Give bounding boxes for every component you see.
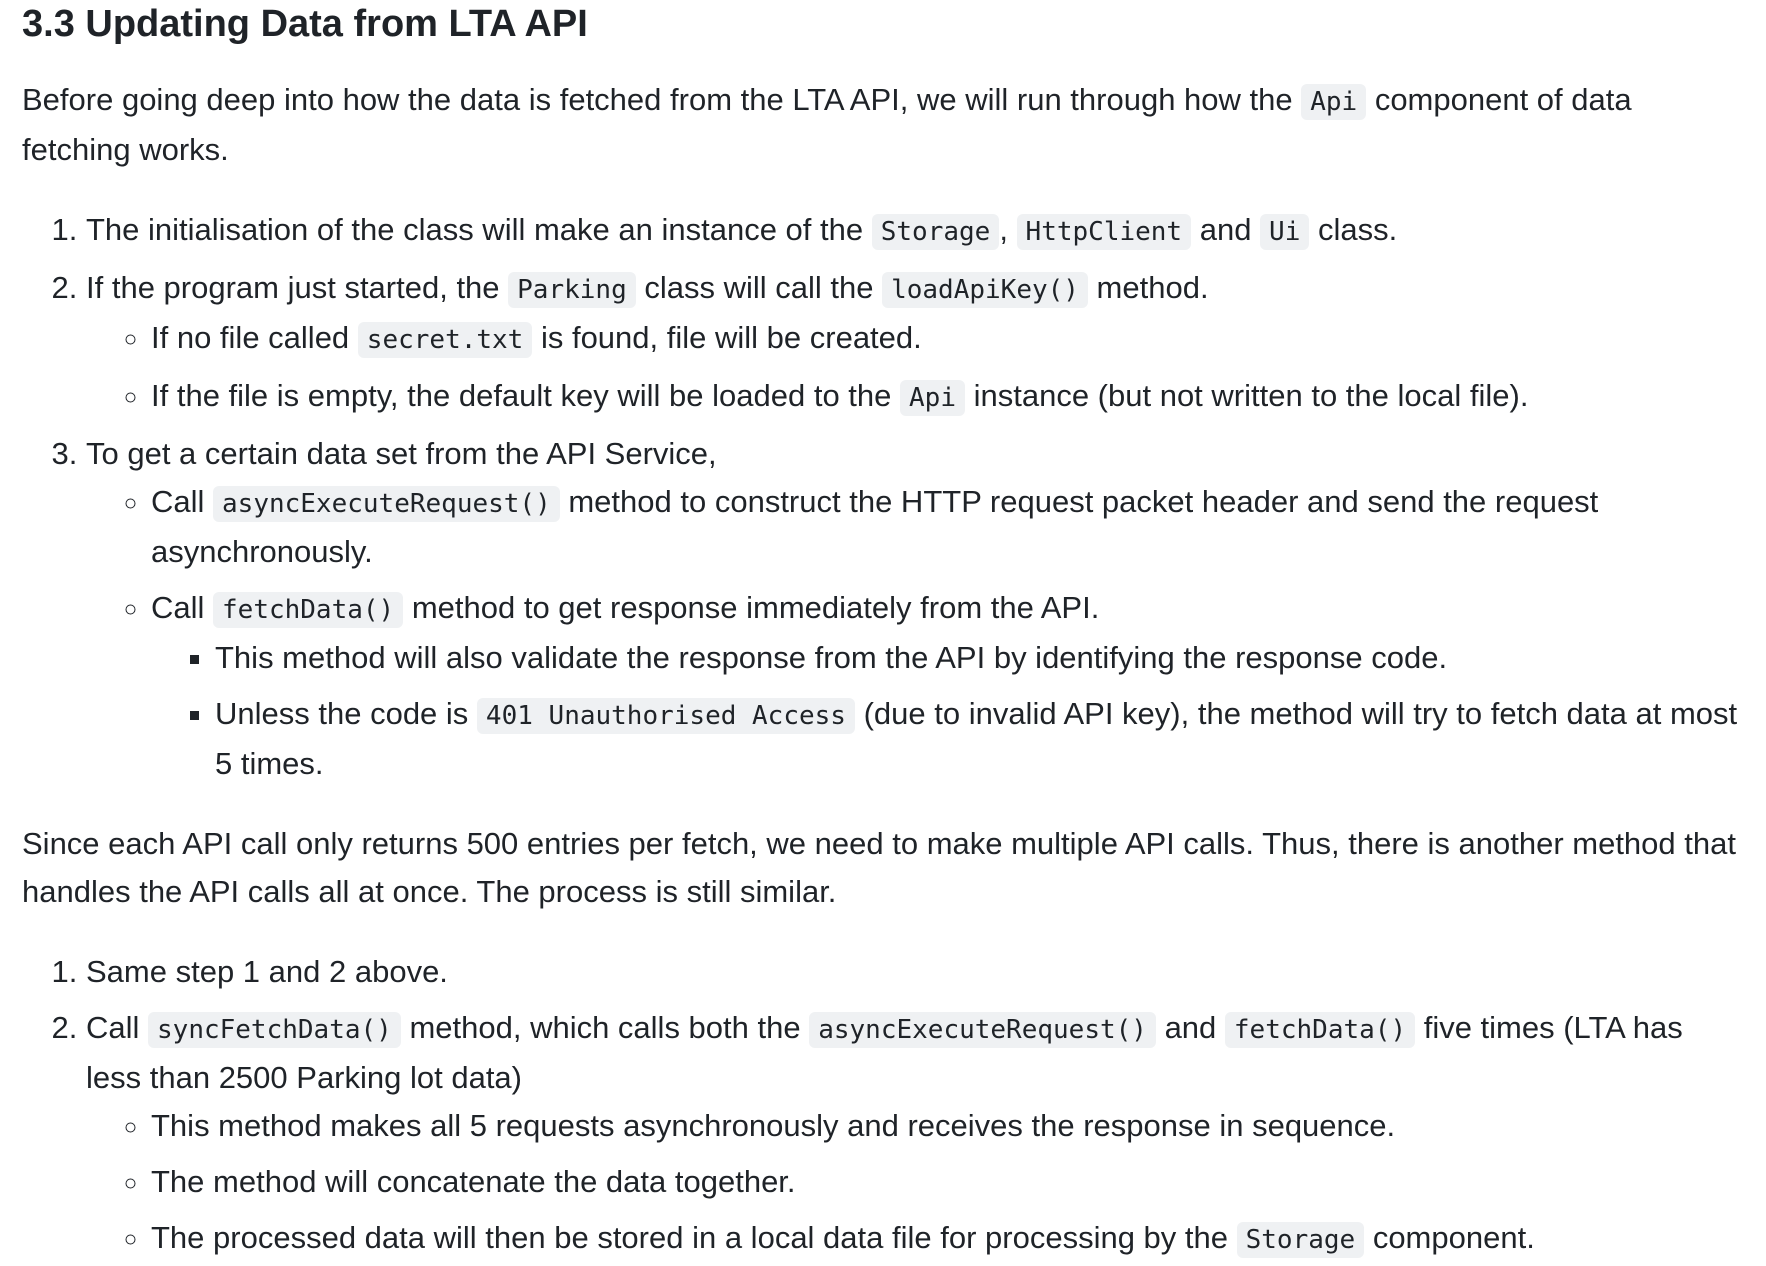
item-text: and (1191, 212, 1261, 247)
inline-code: secret.txt (358, 322, 533, 358)
item-text: Call (151, 484, 214, 519)
item-text: method to construct the HTTP request packet header and send the request asynchronously. (151, 484, 1599, 569)
item-text: If the program just started, the (86, 270, 509, 305)
item-text: method, which calls both the (400, 1010, 810, 1045)
inline-code: HttpClient (1017, 214, 1192, 250)
inline-code: fetchData() (213, 592, 403, 628)
item-text: , (999, 212, 1017, 247)
item-text: is found, file will be created. (532, 320, 922, 355)
inline-code: Api (1301, 84, 1366, 120)
item-text: five times (LTA has less than 2500 Parking lot data) (86, 1010, 1683, 1095)
item-text: Call (86, 1010, 149, 1045)
sub-list-item (151, 478, 1744, 576)
item-text: To get a certain data set from the API Service, (86, 436, 717, 471)
inline-code: syncFetchData() (148, 1012, 401, 1048)
steps-list (22, 206, 1744, 788)
inline-code: loadApiKey() (882, 272, 1088, 308)
middle-paragraph: Since each API call only returns 500 entries per fetch, we need to make multiple API calls. Thus, there is another method that handles the API calls all at once. The process is still similar. (22, 826, 1736, 909)
item-text: The initialisation of the class will make an instance of the (86, 212, 872, 247)
list-item (86, 1004, 1744, 1264)
nested-sub-list (151, 634, 1744, 788)
item-text: class. (1309, 212, 1398, 247)
inline-code: Ui (1260, 214, 1309, 250)
item-text: (due to invalid API key), the method will try to fetch data at most 5 times. (215, 696, 1738, 781)
inline-code: Parking (508, 272, 636, 308)
item-text: The processed data will then be stored in a local data file for processing by the (151, 1220, 1237, 1255)
intro-text: component of data fetching works. (22, 82, 1632, 167)
item-text: Call (151, 590, 214, 625)
sub-list (86, 1102, 1744, 1264)
list-item (86, 430, 1744, 788)
inline-code: Api (900, 380, 965, 416)
section-heading: 3.3 Updating Data from LTA API (22, 3, 588, 45)
item-text: method to get response immediately from the API. (403, 590, 1100, 625)
item-text: instance (but not written to the local file). (964, 378, 1529, 413)
sub-list-item (151, 314, 1744, 364)
sub-list-item (151, 372, 1744, 422)
nested-list-item (215, 690, 1744, 788)
item-text: class will call the (635, 270, 883, 305)
inline-code: 401 Unauthorised Access (477, 698, 855, 734)
list-item (86, 264, 1744, 422)
inline-code: fetchData() (1225, 1012, 1415, 1048)
inline-code: asyncExecuteRequest() (809, 1012, 1156, 1048)
intro-text: Before going deep into how the data is fetched from the LTA API, we will run through how the (22, 82, 1302, 117)
sub-list-item (151, 1214, 1744, 1264)
sub-list-item: ◦ The method will concatenate the data together. (151, 1158, 1744, 1206)
inline-code: asyncExecuteRequest() (213, 486, 560, 522)
item-text: component. (1364, 1220, 1535, 1255)
inline-code: Storage (1237, 1222, 1365, 1258)
sub-list (86, 314, 1744, 422)
item-text: method. (1087, 270, 1209, 305)
sub-list-item (151, 584, 1744, 788)
sub-list (86, 478, 1744, 788)
item-text: If the file is empty, the default key will be loaded to the (151, 378, 901, 413)
nested-list-item: ▪ This method will also validate the response from the API by identifying the response code. (215, 634, 1744, 682)
steps-list-2 (22, 948, 1744, 1264)
item-text: and (1155, 1010, 1225, 1045)
intro-paragraph (22, 76, 1744, 174)
list-item: 1. Same step 1 and 2 above. (86, 948, 1744, 996)
inline-code: Storage (872, 214, 1000, 250)
sub-list-item: ◦ This method makes all 5 requests asynchronously and receives the response in sequence. (151, 1102, 1744, 1150)
item-text: If no file called (151, 320, 358, 355)
list-item (86, 206, 1744, 256)
item-text: Unless the code is (215, 696, 477, 731)
